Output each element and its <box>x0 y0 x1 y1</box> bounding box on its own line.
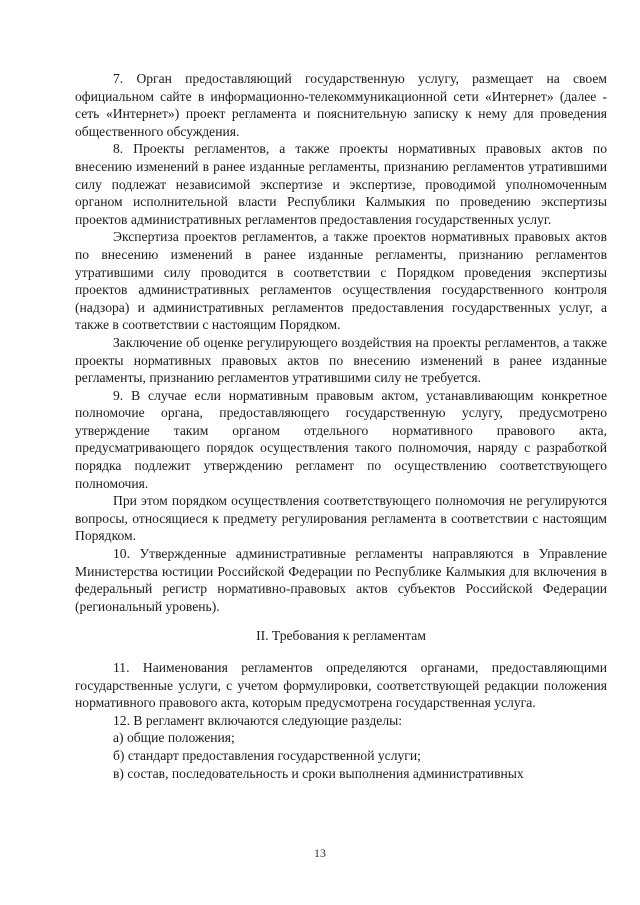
list-item-a: а) общие положения; <box>113 730 235 746</box>
section-heading: II. Требования к регламентам <box>256 628 426 644</box>
paragraph-7: 7. Орган предоставляющий государственную услугу, размещает на своем официальном сайте в информационно-телекоммуникационной сети «Интернет» (далее - сеть «Интернет») проект регламента и пояснительную записку к нему для проведения общественного обсуждения. <box>75 71 607 139</box>
paragraph-procedure: При этом порядком осуществления соответствующего полномочия не регулируются вопросы, относящиеся к предмету регулирования регламента в соответствии с настоящим Порядком. <box>75 493 607 544</box>
document-body <box>75 70 607 782</box>
paragraph-9: 9. В случае если нормативным правовым актом, устанавливающим конкретное полномочие органа, предоставляющего государственную услугу, предусмотрено утверждение таким органом отдельного нормативного правового акта, предусматривающего порядок осуществления такого полномочия, наряду с разработкой порядка подлежит утверждению регламент по осуществлению соответствующего полномочия. <box>75 387 607 491</box>
paragraph-11: 11. Наименования регламентов определяются органами, предоставляющими государственные услуги, с учетом формулировки, соответствующей редакции положения нормативного правового акта, которым предусмотрена государственная услуга. <box>75 660 607 711</box>
list-item-v: в) состав, последовательность и сроки выполнения административных <box>113 765 524 781</box>
paragraph-10: 10. Утвержденные административные регламенты направляются в Управление Министерства юстиции Российской Федерации по Республике Калмыкия для включения в федеральный регистр нормативно-правовых актов субъектов Российской Федерации (региональный уровень). <box>75 546 607 614</box>
list-item-b: б) стандарт предоставления государственной услуги; <box>113 747 421 763</box>
page-number: 13 <box>314 846 326 860</box>
paragraph-expertise: Экспертиза проектов регламентов, а также проектов нормативных правовых актов по внесению изменений в ранее изданные регламенты, признанию регламентов утратившими силу проводится в соответствии с Порядком проведения экспертизы проектов административных регламентов осуществления государственного контроля (надзора) и административных регламентов предоставления государственных услуг, а также в соответствии с настоящим Порядком. <box>75 229 607 333</box>
paragraph-8: 8. Проекты регламентов, а также проекты нормативных правовых актов по внесению изменений в ранее изданные регламенты, признанию регламентов утратившими силу подлежат независимой экспертизе и экспертизе, проводимой уполномоченным органом исполнительной власти Республики Калмыкия по проведению экспертизы проектов административных регламентов предоставления государственных услуг. <box>75 141 607 227</box>
paragraph-12: 12. В регламент включаются следующие разделы: <box>113 712 403 728</box>
paragraph-conclusion: Заключение об оценке регулирующего воздействия на проекты регламентов, а также проекты нормативных правовых актов по внесению изменений в ранее изданные регламенты, признанию регламентов утратившими силу не требуется. <box>75 334 607 386</box>
